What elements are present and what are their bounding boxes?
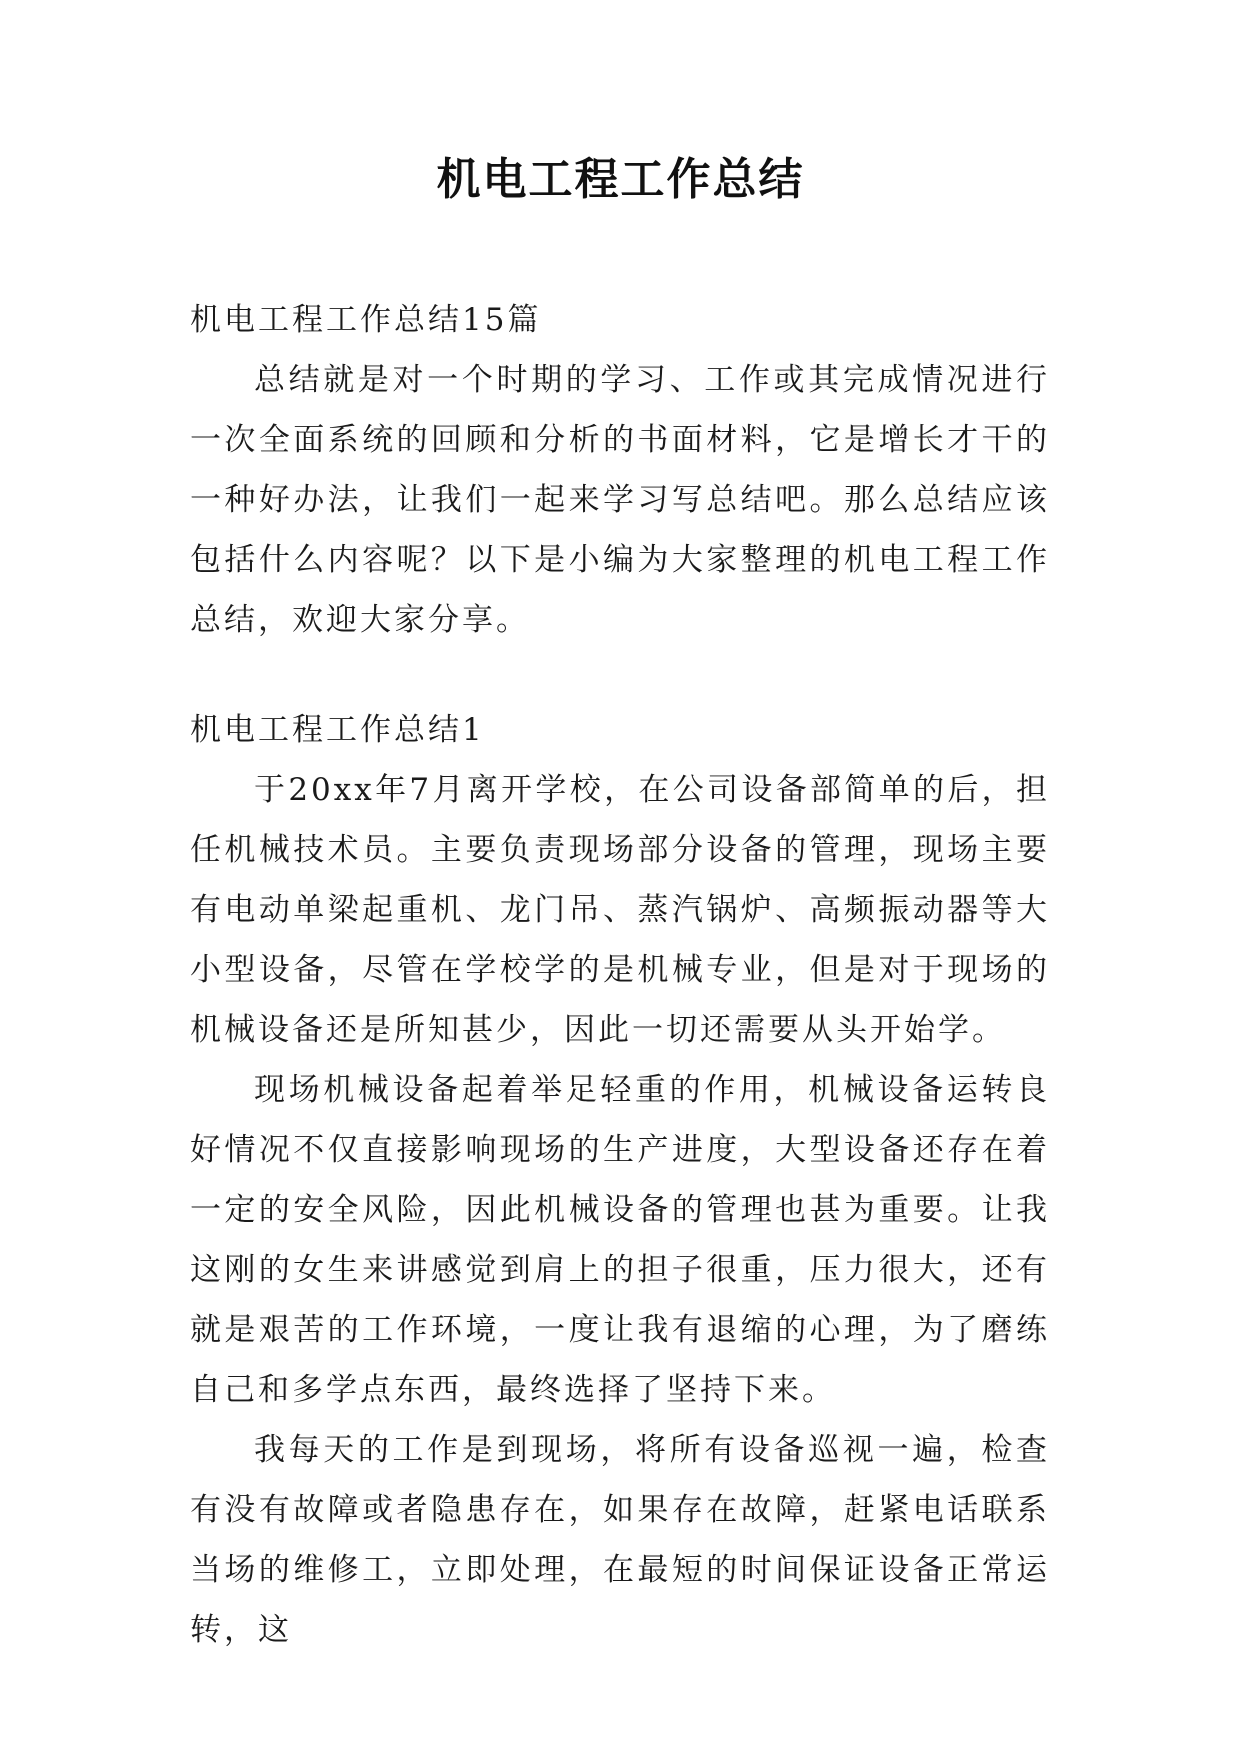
section-heading: 机电工程工作总结1 [190, 712, 485, 748]
body-paragraph-2: 现场机械设备起着举足轻重的作用，机械设备运转良好情况不仅直接影响现场的生产进度，大型设备还存在着一定的安全风险，因此机械设备的管理也甚为重要。让我这刚的女生来讲感觉到肩上的担子很重，压力很大，还有就是艰苦的工作环境，一度让我有退缩的心理，为了磨练自己和多学点东西，最终选择了坚持下来。 [190, 1072, 1050, 1408]
body-paragraph-3: 我每天的工作是到现场，将所有设备巡视一遍，检查有没有故障或者隐患存在，如果存在故障，赶紧电话联系当场的维修工，立即处理，在最短的时间保证设备正常运转，这 [190, 1432, 1050, 1648]
body-paragraph-1: 于20xx年7月离开学校，在公司设备部简单的后，担任机械技术员。主要负责现场部分设备的管理，现场主要有电动单梁起重机、龙门吊、蒸汽锅炉、高频振动器等大小型设备，尽管在学校学的是机械专业，但是对于现场的机械设备还是所知甚少，因此一切还需要从头开始学。 [190, 772, 1050, 1048]
document-subtitle: 机电工程工作总结15篇 [190, 302, 542, 338]
section-spacer [190, 650, 1050, 700]
document-body [190, 290, 1050, 1660]
document-title: 机电工程工作总结 [436, 154, 805, 205]
intro-paragraph: 总结就是对一个时期的学习、工作或其完成情况进行一次全面系统的回顾和分析的书面材料，它是增长才干的一种好办法，让我们一起来学习写总结吧。那么总结应该包括什么内容呢？以下是小编为大家整理的机电工程工作总结，欢迎大家分享。 [190, 362, 1050, 638]
